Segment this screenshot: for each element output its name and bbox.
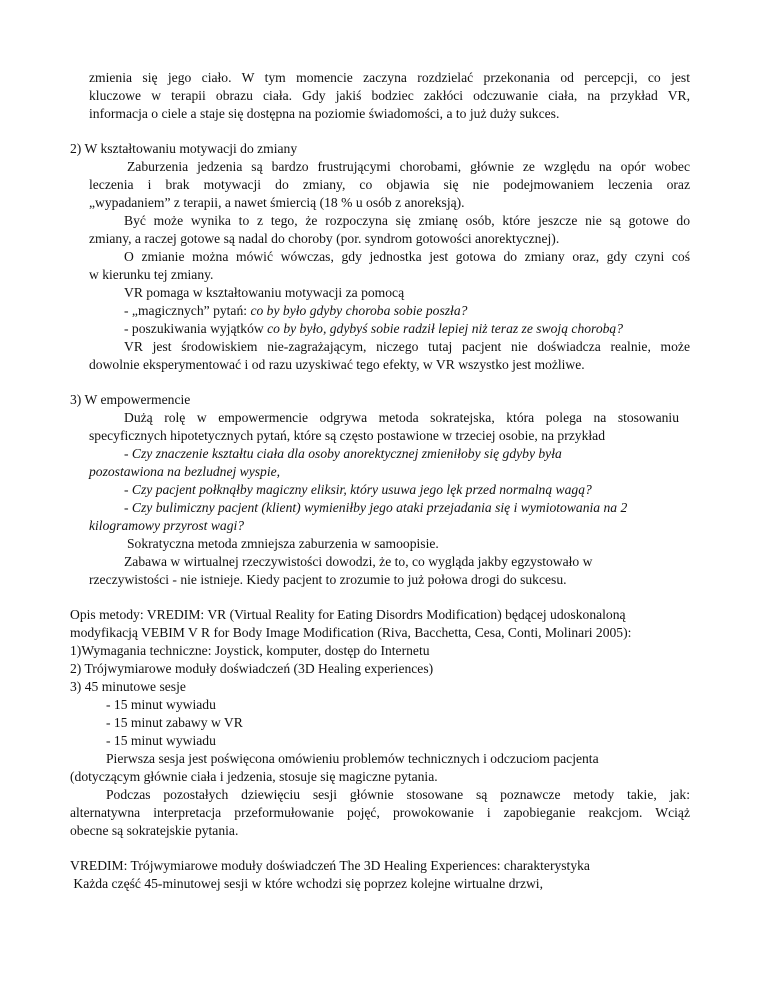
bullet-prefix: - poszukiwania wyjątków	[124, 321, 268, 336]
session-item: - 15 minut wywiadu	[106, 733, 216, 748]
magic-question: co by było gdyby choroba sobie poszła?	[250, 303, 468, 318]
body-text-line: Być może wynika to z tego, że rozpoczyna się zmianę osób, które jeszcze nie są gotowe do	[124, 213, 690, 228]
body-text-line: modyfikacją VEBIM V R for Body Image Modification (Riva, Bacchetta, Cesa, Conti, Molinari 2005):	[70, 625, 632, 640]
body-text-line: VR pomaga w kształtowaniu motywacji za pomocą	[124, 285, 405, 300]
body-text-line: 1)Wymagania techniczne: Joystick, komputer, dostęp do Internetu	[70, 643, 430, 658]
body-text-line: rzeczywistości - nie istnieje. Kiedy pacjent to zrozumie to już połowa drogi do sukcesu.	[89, 572, 567, 587]
section-heading: 3) W empowermencie	[70, 392, 191, 407]
socratic-question	[124, 446, 562, 462]
question-text: - Czy znaczenie kształtu ciała dla osoby anorektycznej zmieniłoby się gdyby była	[124, 446, 562, 461]
body-text-line: alternatywna interpretacja przeformułowanie pojęć, prowokowanie i zapobieganie reakcjom. Wciąż	[70, 805, 690, 820]
body-text-line: Każda część 45-minutowej sesji w które wchodzi się poprzez kolejne wirtualne drzwi,	[70, 876, 543, 891]
body-text-line: dowolnie eksperymentować i od razu uzyskiwać tego efekty, w VR wszystko jest możliwe.	[89, 357, 585, 372]
session-item: - 15 minut zabawy w VR	[106, 715, 243, 730]
body-text-line: zmiany, a raczej gotowe są nadal do choroby (por. syndrom gotowości anorektycznej).	[89, 231, 560, 246]
body-text-line: Opis metody: VREDIM: VR (Virtual Reality for Eating Disordrs Modification) będącej udoskonaloną	[70, 607, 626, 622]
exception-question: co by było, gdybyś sobie radził lepiej niż teraz ze swoją chorobą?	[267, 321, 624, 336]
body-text-line: (dotyczącym głównie ciała i jedzenia, stosuje się magiczne pytania.	[70, 769, 438, 784]
body-text-line: Pierwsza sesja jest poświęcona omówieniu problemów technicznych i odczuciom pacjenta	[106, 751, 599, 766]
body-text-line: O zmianie można mówić wówczas, gdy jednostka jest gotowa do zmiany oraz, gdy czyni coś	[124, 249, 690, 264]
question-text: kilogramowy przyrost wagi?	[89, 518, 245, 533]
socratic-question	[89, 464, 280, 480]
section-heading: 2) W kształtowaniu motywacji do zmiany	[70, 141, 298, 156]
body-text-line: Sokratyczna metoda zmniejsza zaburzenia w samoopisie.	[127, 536, 439, 551]
question-text: - Czy bulimiczny pacjent (klient) wymieniłby jego ataki przejadania się i wymiotowania na 2	[124, 500, 628, 515]
section-heading: VREDIM: Trójwymiarowe moduły doświadczeń The 3D Healing Experiences: charakterystyka	[70, 858, 590, 873]
question-text: pozostawiona na bezludnej wyspie,	[89, 464, 281, 479]
body-text-line: Zabawa w wirtualnej rzeczywistości dowodzi, że to, co wygląda jakby egzystowało w	[124, 554, 593, 569]
body-text-line: Zaburzenia jedzenia są bardzo frustrującymi chorobami, głównie ze względu na opór wobec	[127, 159, 690, 174]
bullet-prefix: - „magicznych” pytań:	[124, 303, 251, 318]
body-text-line: leczenia i brak motywacji do zmiany, co objawia się nie podejmowaniem leczenia oraz	[89, 177, 690, 192]
body-text-line: Dużą rolę w empowermencie odgrywa metoda sokratejska, która polega na stosowaniu	[124, 410, 679, 425]
body-text-line: 3) 45 minutowe sesje	[70, 679, 186, 694]
body-text-line: specyficznych hipotetycznych pytań, które są często postawione w trzeciej osobie, na przykład	[89, 428, 605, 443]
socratic-question	[124, 500, 627, 516]
socratic-question	[89, 518, 244, 534]
body-text-line: VR jest środowiskiem nie-zagrażającym, niczego tutaj pacjent nie doświadcza realnie, może	[124, 339, 690, 354]
body-text-line: 2) Trójwymiarowe moduły doświadczeń (3D Healing experiences)	[70, 661, 434, 676]
bullet-item	[124, 321, 623, 337]
body-text-line: kluczowe w terapii obrazu ciała. Gdy jakiś bodziec zakłóci odczuwanie ciała, na przykład VR,	[89, 88, 690, 103]
socratic-question	[124, 482, 592, 498]
body-text-line: w kierunku tej zmiany.	[89, 267, 214, 282]
body-text-line: obecne są sokratejskie pytania.	[70, 823, 239, 838]
bullet-item	[124, 303, 467, 319]
body-text-line: „wypadaniem” z terapii, a nawet śmiercią (18 % u osób z anoreksją).	[89, 195, 465, 210]
session-item: - 15 minut wywiadu	[106, 697, 216, 712]
body-text-line: zmienia się jego ciało. W tym momencie zaczyna rozdzielać przekonania od percepcji, co jest	[89, 70, 690, 85]
question-text: - Czy pacjent połknąłby magiczny eliksir, który usuwa jego lęk przed normalną wagą?	[124, 482, 592, 497]
body-text-line: Podczas pozostałych dziewięciu sesji głównie stosowane są poznawcze metody takie, jak:	[106, 787, 690, 802]
body-text-line: informacja o ciele a staje się dostępna na poziomie świadomości, a to już duży sukces.	[89, 106, 560, 121]
